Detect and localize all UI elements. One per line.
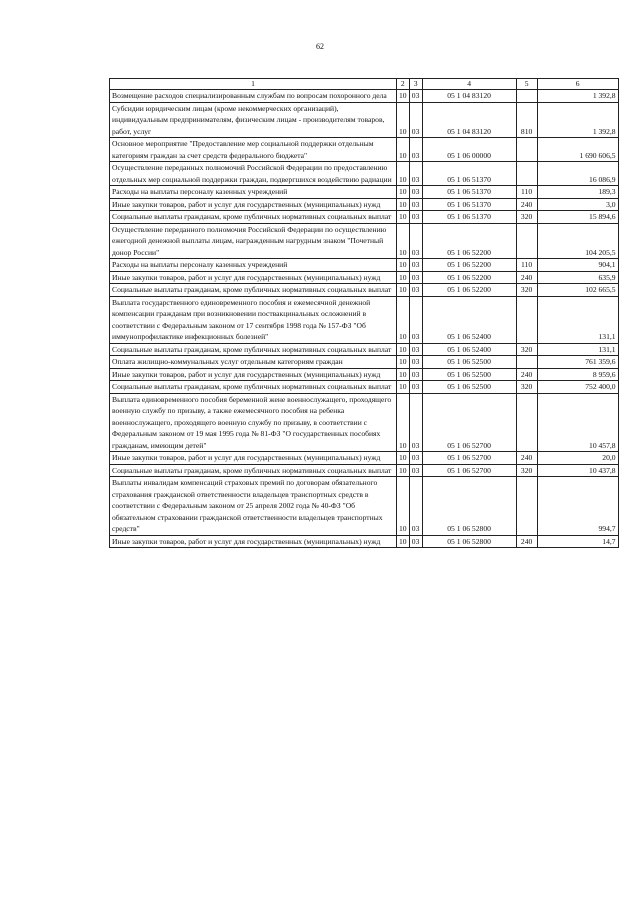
cell-section: 10 [397,162,410,186]
cell-amount: 10 437,8 [537,464,618,477]
cell-amount: 189,3 [537,186,618,199]
cell-amount: 3,0 [537,198,618,211]
cell-subsection: 03 [409,535,422,548]
table-row [110,356,619,369]
cell-amount: 8 959,6 [537,368,618,381]
cell-subsection: 03 [409,259,422,272]
cell-name: Выплата государственного единовременного пособия и ежемесячной денежной компенсации гражданам при возникновении поствакцинальных осложнений в соответствии с Федеральным законом от 17 сентября 1998 года № 157-ФЗ "Об иммунопрофилактике инфекционных болезней" [110,296,397,343]
table-row [110,162,619,186]
table-header-row [110,79,619,90]
header-cell-section: 2 [397,79,410,90]
cell-target-code: 05 1 06 52800 [422,477,516,536]
cell-section: 10 [397,464,410,477]
cell-target-code: 05 1 06 51370 [422,198,516,211]
cell-expense-type: 320 [516,284,537,297]
cell-amount: 16 086,9 [537,162,618,186]
cell-name: Возмещение расходов специализированным службам по вопросам похоронного дела [110,90,397,103]
cell-expense-type: 110 [516,186,537,199]
cell-expense-type [516,356,537,369]
cell-name: Социальные выплаты гражданам, кроме публичных нормативных социальных выплат [110,464,397,477]
cell-section: 10 [397,381,410,394]
cell-section: 10 [397,211,410,224]
cell-amount: 1 690 606,5 [537,138,618,162]
cell-amount: 20,0 [537,452,618,465]
cell-name: Выплаты инвалидам компенсаций страховых премий по договорам обязательного страхования гражданской ответственности владельцев транспортных средств в соответствии с Федеральным законом от 25 апреля 2002 года № 40-ФЗ "Об обязательном страховании гражданской ответственности владельцев транспортных средств" [110,477,397,536]
header-cell-target-code: 4 [422,79,516,90]
cell-target-code: 05 1 06 52200 [422,271,516,284]
cell-section: 10 [397,271,410,284]
cell-subsection: 03 [409,452,422,465]
table-row [110,211,619,224]
cell-name: Осуществление переданного полномочия Российской Федерации по осуществлению ежегодной денежной выплаты лицам, награжденным нагрудным знаком "Почетный донор России" [110,223,397,259]
table-row [110,186,619,199]
cell-target-code: 05 1 06 51370 [422,211,516,224]
cell-section: 10 [397,535,410,548]
cell-target-code: 05 1 06 52200 [422,284,516,297]
cell-expense-type [516,223,537,259]
table-row [110,343,619,356]
cell-target-code: 05 1 06 51370 [422,186,516,199]
cell-section: 10 [397,102,410,138]
cell-section: 10 [397,223,410,259]
table-row [110,393,619,452]
cell-subsection: 03 [409,102,422,138]
cell-amount: 904,1 [537,259,618,272]
cell-name: Иные закупки товаров, работ и услуг для государственных (муниципальных) нужд [110,198,397,211]
table-row [110,223,619,259]
cell-name: Иные закупки товаров, работ и услуг для государственных (муниципальных) нужд [110,452,397,465]
table-row [110,259,619,272]
cell-target-code: 05 1 04 83120 [422,102,516,138]
cell-name: Иные закупки товаров, работ и услуг для государственных (муниципальных) нужд [110,535,397,548]
cell-expense-type [516,477,537,536]
cell-section: 10 [397,284,410,297]
cell-amount: 994,7 [537,477,618,536]
cell-target-code: 05 1 06 52500 [422,356,516,369]
cell-subsection: 03 [409,296,422,343]
cell-expense-type: 320 [516,211,537,224]
cell-name: Выплата единовременного пособия беременной жене военнослужащего, проходящего военную службу по призыву, а также ежемесячного пособия на ребенка военнослужащего, проходящего военную службу по призыву, в соответствии с Федеральным законом от 19 мая 1995 года № 81-ФЗ "О государственных пособиях гражданам, имеющим детей" [110,393,397,452]
cell-expense-type: 240 [516,535,537,548]
cell-target-code: 05 1 06 52500 [422,368,516,381]
cell-target-code: 05 1 06 52500 [422,381,516,394]
cell-expense-type: 320 [516,381,537,394]
cell-section: 10 [397,393,410,452]
cell-amount: 102 665,5 [537,284,618,297]
table-row [110,464,619,477]
cell-section: 10 [397,296,410,343]
header-cell-subsection: 3 [409,79,422,90]
cell-name: Оплата жилищно-коммунальных услуг отдельным категориям граждан [110,356,397,369]
cell-name: Основное мероприятие "Предоставление мер социальной поддержки отдельным категориям граждан за счет средств федерального бюджета" [110,138,397,162]
cell-subsection: 03 [409,211,422,224]
cell-subsection: 03 [409,284,422,297]
cell-expense-type: 240 [516,452,537,465]
cell-subsection: 03 [409,343,422,356]
cell-section: 10 [397,343,410,356]
cell-subsection: 03 [409,223,422,259]
header-cell-amount: 6 [537,79,618,90]
table-row [110,271,619,284]
cell-expense-type [516,393,537,452]
cell-target-code: 05 1 06 52400 [422,343,516,356]
cell-amount: 131,1 [537,343,618,356]
cell-target-code: 05 1 06 51370 [422,162,516,186]
cell-subsection: 03 [409,198,422,211]
cell-expense-type [516,138,537,162]
cell-amount: 131,1 [537,296,618,343]
cell-amount: 1 392,8 [537,102,618,138]
cell-name: Социальные выплаты гражданам, кроме публичных нормативных социальных выплат [110,211,397,224]
cell-name: Иные закупки товаров, работ и услуг для государственных (муниципальных) нужд [110,368,397,381]
cell-target-code: 05 1 06 52400 [422,296,516,343]
cell-subsection: 03 [409,393,422,452]
cell-subsection: 03 [409,186,422,199]
cell-subsection: 03 [409,271,422,284]
table-row [110,198,619,211]
table-row [110,102,619,138]
cell-amount: 10 457,8 [537,393,618,452]
cell-target-code: 05 1 04 83120 [422,90,516,103]
cell-section: 10 [397,452,410,465]
cell-section: 10 [397,186,410,199]
table-row [110,138,619,162]
budget-table [109,78,619,548]
cell-amount: 635,9 [537,271,618,284]
cell-target-code: 05 1 06 52800 [422,535,516,548]
cell-expense-type: 810 [516,102,537,138]
header-cell-expense-type: 5 [516,79,537,90]
cell-subsection: 03 [409,138,422,162]
cell-subsection: 03 [409,381,422,394]
cell-name: Расходы на выплаты персоналу казенных учреждений [110,259,397,272]
cell-amount: 761 359,6 [537,356,618,369]
cell-amount: 752 400,0 [537,381,618,394]
table-row [110,368,619,381]
cell-name: Субсидии юридическим лицам (кроме некоммерческих организаций), индивидуальным предпринимателям, физическим лицам - производителям товаров, работ, услуг [110,102,397,138]
table-row [110,381,619,394]
cell-name: Социальные выплаты гражданам, кроме публичных нормативных социальных выплат [110,343,397,356]
cell-target-code: 05 1 06 52200 [422,259,516,272]
cell-expense-type: 240 [516,198,537,211]
cell-name: Осуществление переданных полномочий Российской Федерации по предоставлению отдельных мер социальной поддержки граждан, подвергшихся воздействию радиации [110,162,397,186]
cell-expense-type: 240 [516,271,537,284]
cell-subsection: 03 [409,368,422,381]
cell-amount: 1 392,8 [537,90,618,103]
cell-expense-type [516,162,537,186]
cell-target-code: 05 1 06 52700 [422,452,516,465]
cell-section: 10 [397,90,410,103]
cell-subsection: 03 [409,90,422,103]
cell-amount: 15 894,6 [537,211,618,224]
table-row [110,284,619,297]
cell-subsection: 03 [409,162,422,186]
cell-amount: 14,7 [537,535,618,548]
cell-expense-type: 320 [516,343,537,356]
cell-section: 10 [397,138,410,162]
cell-target-code: 05 1 06 52700 [422,464,516,477]
cell-expense-type: 110 [516,259,537,272]
cell-expense-type [516,90,537,103]
cell-expense-type: 240 [516,368,537,381]
cell-target-code: 05 1 06 52200 [422,223,516,259]
cell-target-code: 05 1 06 00000 [422,138,516,162]
cell-subsection: 03 [409,356,422,369]
cell-subsection: 03 [409,464,422,477]
table-row [110,535,619,548]
cell-name: Иные закупки товаров, работ и услуг для государственных (муниципальных) нужд [110,271,397,284]
cell-section: 10 [397,259,410,272]
table-row [110,452,619,465]
cell-section: 10 [397,356,410,369]
cell-section: 10 [397,368,410,381]
table-row [110,477,619,536]
cell-section: 10 [397,198,410,211]
cell-name: Социальные выплаты гражданам, кроме публичных нормативных социальных выплат [110,381,397,394]
cell-amount: 104 205,5 [537,223,618,259]
cell-name: Социальные выплаты гражданам, кроме публичных нормативных социальных выплат [110,284,397,297]
table-row [110,296,619,343]
cell-section: 10 [397,477,410,536]
header-cell-name: 1 [110,79,397,90]
cell-expense-type: 320 [516,464,537,477]
cell-subsection: 03 [409,477,422,536]
page-number: 62 [316,42,324,51]
cell-expense-type [516,296,537,343]
table-row [110,90,619,103]
cell-name: Расходы на выплаты персоналу казенных учреждений [110,186,397,199]
cell-target-code: 05 1 06 52700 [422,393,516,452]
